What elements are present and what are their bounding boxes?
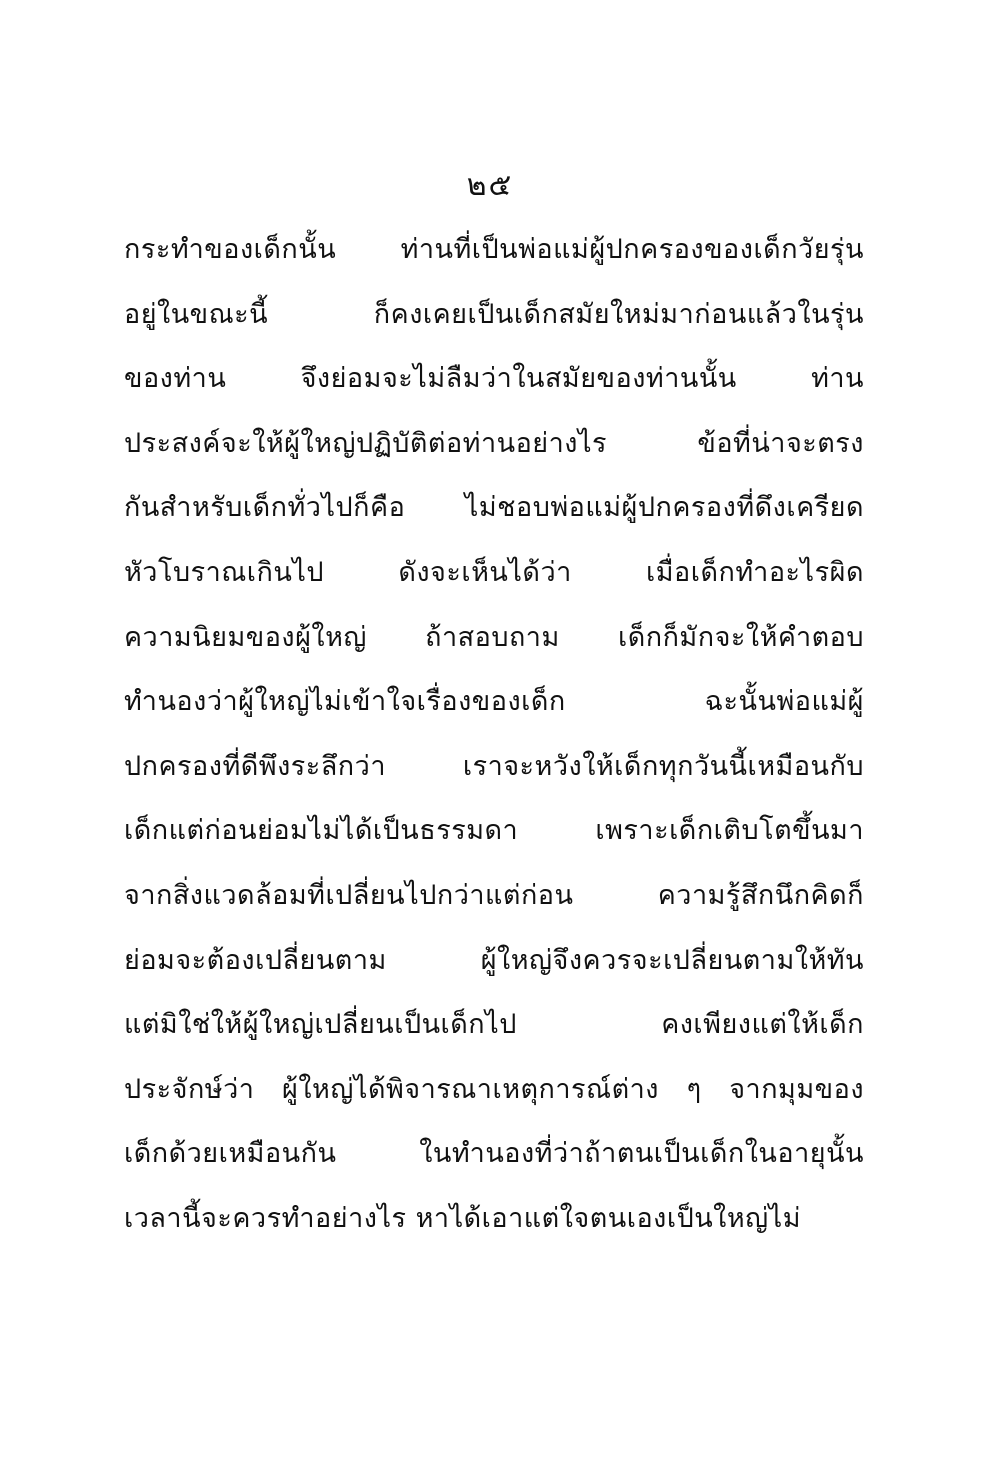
text-line: ประสงค์จะให้ผู้ใหญ่ปฏิบัติต่อท่านอย่างไร ข้อที่น่าจะตรง [124, 427, 864, 459]
body-text [124, 230, 864, 1264]
text-line: ประจักษ์ว่า ผู้ใหญ่ได้พิจารณาเหตุการณ์ต่าง ๆ จากมุมของ [124, 1073, 864, 1105]
text-line: ทำนองว่าผู้ใหญ่ไม่เข้าใจเรื่องของเด็ก ฉะนั้นพ่อแม่ผู้ [124, 686, 864, 718]
page-number: ๒๕ [466, 168, 514, 203]
text-line: เด็กแต่ก่อนย่อมไม่ได้เป็นธรรมดา เพราะเด็กเติบโตขึ้นมา [124, 815, 864, 847]
text-line: จากสิ่งแวดล้อมที่เปลี่ยนไปกว่าแต่ก่อน ความรู้สึกนึกคิดก็ [124, 879, 864, 911]
text-line: อยู่ในขณะนี้ ก็คงเคยเป็นเด็กสมัยใหม่มาก่อนแล้วในรุ่น [124, 298, 864, 330]
text-line: เด็กด้วยเหมือนกัน ในทำนองที่ว่าถ้าตนเป็นเด็กในอายุนั้น [124, 1138, 864, 1170]
text-line: ความนิยมของผู้ใหญ่ ถ้าสอบถาม เด็กก็มักจะให้คำตอบ [124, 621, 864, 653]
text-line: ของท่าน จึงย่อมจะไม่ลืมว่าในสมัยของท่านนั้น ท่าน [124, 363, 864, 395]
text-line: หัวโบราณเกินไป ดังจะเห็นได้ว่า เมื่อเด็กทำอะไรผิด [124, 556, 864, 588]
text-line: กันสำหรับเด็กทั่วไปก็คือ ไม่ชอบพ่อแม่ผู้ปกครองที่ดึงเครียด [124, 492, 864, 524]
text-line: เวลานี้จะควรทำอย่างไร หาได้เอาแต่ใจตนเองเป็นใหญ่ไม่ [124, 1202, 802, 1234]
text-line: กระทำของเด็กนั้น ท่านที่เป็นพ่อแม่ผู้ปกครองของเด็กวัยรุ่น [124, 234, 864, 265]
text-line: ย่อมจะต้องเปลี่ยนตาม ผู้ใหญ่จึงควรจะเปลี่ยนตามให้ทัน [124, 944, 864, 976]
text-line: ปกครองที่ดีพึงระลึกว่า เราจะหวังให้เด็กทุกวันนี้เหมือนกับ [124, 750, 864, 782]
text-line: แต่มิใช่ให้ผู้ใหญ่เปลี่ยนเป็นเด็กไป คงเพียงแต่ให้เด็ก [124, 1009, 864, 1041]
